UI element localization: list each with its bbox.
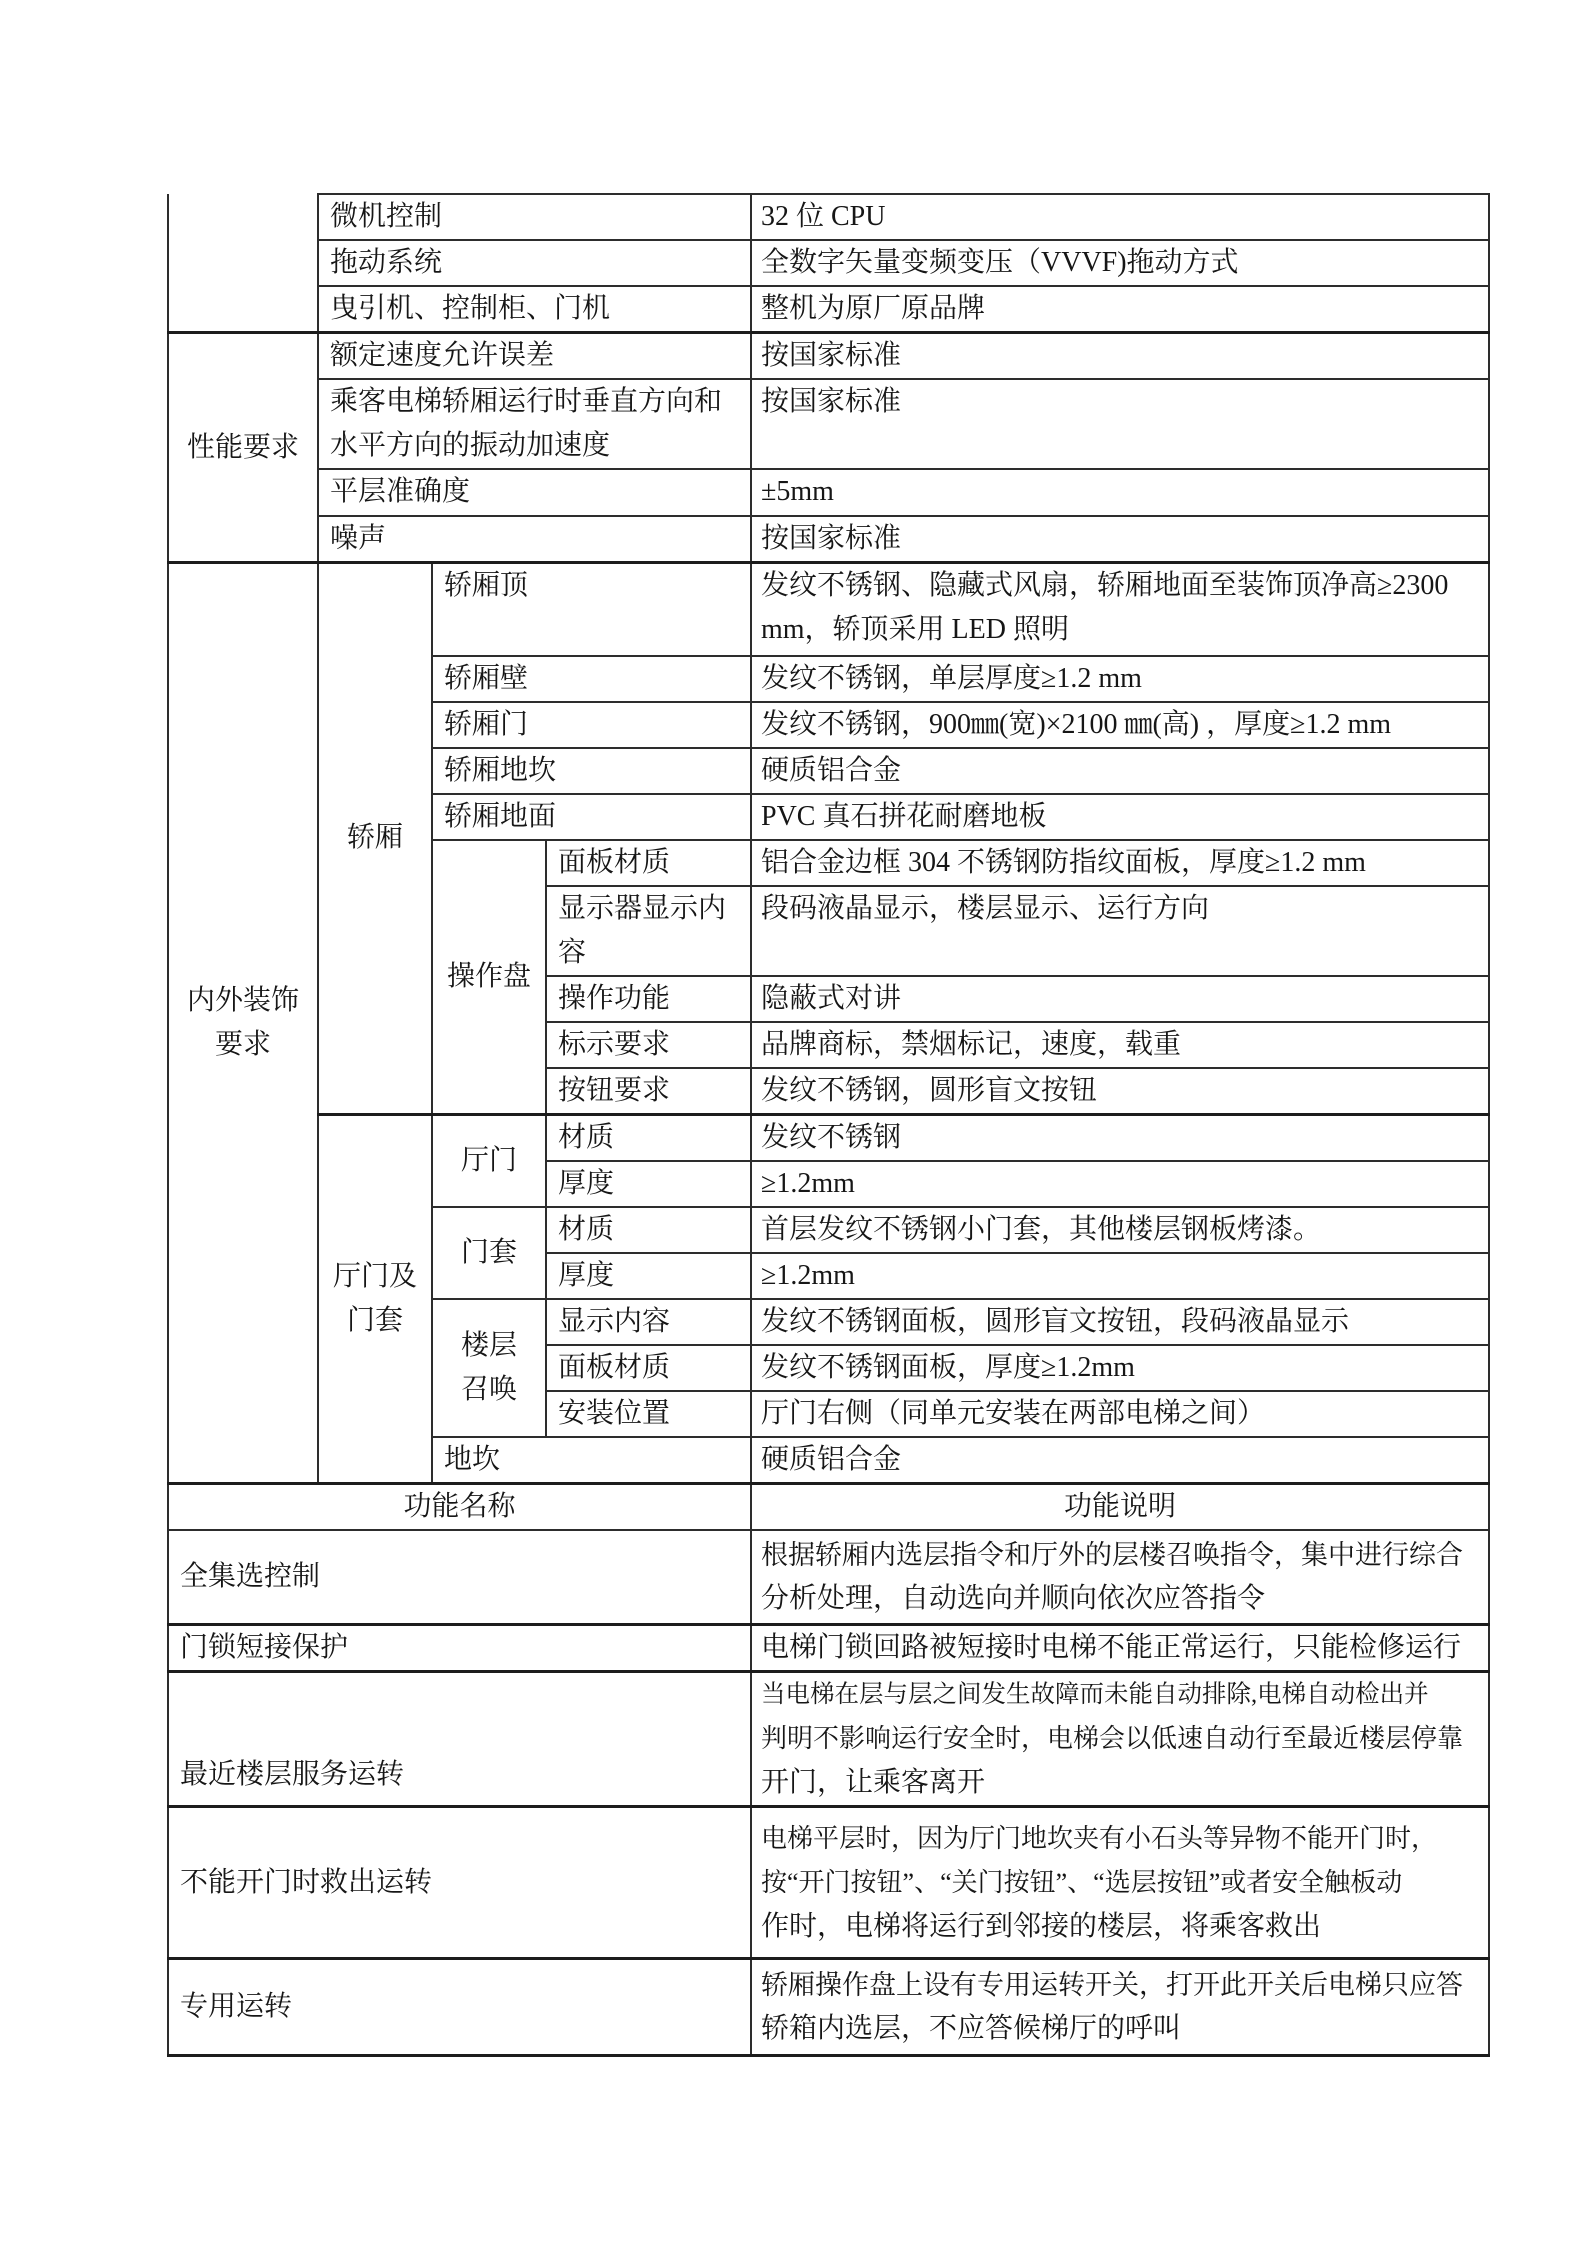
drive-system-label: 拖动系统 — [318, 240, 751, 286]
text-line: 召唤 — [460, 1373, 517, 1405]
landing-sill-label: 地坎 — [432, 1437, 751, 1484]
text-line: 当电梯在层与层之间发生故障而未能自动排除,电梯自动检出并 — [761, 1681, 1429, 1708]
function-door-lock-short-protection-desc: 电梯门锁回路被短接时电梯不能正常运行，只能检修运行 — [751, 1625, 1489, 1672]
group-label-hall-call — [432, 1299, 546, 1437]
text-line: 楼层 — [460, 1329, 517, 1361]
car-ceiling-value — [751, 563, 1489, 656]
continued-group-cell — [168, 194, 318, 333]
group-label-door-jamb: 门套 — [432, 1207, 546, 1299]
jamb-material-value: 首层发纹不锈钢小门套，其他楼层钢板烤漆。 — [751, 1207, 1489, 1253]
noise-value: 按国家标准 — [751, 516, 1489, 563]
function-nearest-floor-service-name: 最近楼层服务运转 — [168, 1672, 751, 1807]
hall-door-thickness-label: 厚度 — [546, 1161, 751, 1207]
microcomputer-control-label: 微机控制 — [318, 194, 751, 240]
hall-door-material-value: 发纹不锈钢 — [751, 1114, 1489, 1161]
function-full-collective-control-desc — [751, 1530, 1489, 1625]
text-line: 开门，让乘客离开 — [761, 1767, 986, 1798]
group-label-performance: 性能要求 — [168, 333, 318, 563]
car-floor-label: 轿厢地面 — [432, 794, 751, 840]
vibration-acceleration-value: 按国家标准 — [751, 379, 1489, 469]
leveling-accuracy-label: 平层准确度 — [318, 469, 751, 516]
function-rescue-operation-name: 不能开门时救出运转 — [168, 1807, 751, 1959]
microcomputer-control-value: 32 位 CPU — [751, 194, 1489, 240]
leveling-accuracy-value: ±5mm — [751, 469, 1489, 516]
display-content-value: 段码液晶显示，楼层显示、运行方向 — [751, 886, 1489, 976]
group-label-hall-door-and-jamb — [318, 1114, 432, 1483]
header-function-name: 功能名称 — [168, 1483, 751, 1530]
hall-call-panel-material-value: 发纹不锈钢面板，厚度≥1.2mm — [751, 1345, 1489, 1391]
text-line: 根据轿厢内选层指令和厅外的层楼召唤指令，集中进行综合 — [761, 1539, 1463, 1570]
hall-call-position-value: 厅门右侧（同单元安装在两部电梯之间） — [751, 1391, 1489, 1437]
hall-door-material-label: 材质 — [546, 1114, 751, 1161]
header-function-desc: 功能说明 — [751, 1483, 1489, 1530]
function-dedicated-operation-desc — [751, 1959, 1489, 2056]
text-line: 按“开门按钮”、“关门按钮”、“选层按钮”或者安全触板动 — [761, 1867, 1403, 1897]
hall-call-panel-material-label: 面板材质 — [546, 1345, 751, 1391]
noise-label: 噪声 — [318, 516, 751, 563]
jamb-thickness-label: 厚度 — [546, 1253, 751, 1299]
text-line: 发纹不锈钢、隐藏式风扇，轿厢地面至装饰顶净高≥2300 — [761, 570, 1449, 601]
landing-sill-value: 硬质铝合金 — [751, 1437, 1489, 1484]
group-label-control-panel: 操作盘 — [432, 840, 546, 1115]
jamb-thickness-value: ≥1.2mm — [751, 1253, 1489, 1299]
button-requirement-label: 按钮要求 — [546, 1068, 751, 1115]
marking-requirement-label: 标示要求 — [546, 1022, 751, 1068]
traction-machine-label: 曳引机、控制柜、门机 — [318, 286, 751, 333]
operation-function-label: 操作功能 — [546, 976, 751, 1022]
function-nearest-floor-service-desc — [751, 1672, 1489, 1807]
car-wall-value: 发纹不锈钢，单层厚度≥1.2 mm — [751, 656, 1489, 702]
drive-system-value: 全数字矢量变频变压（VVVF)拖动方式 — [751, 240, 1489, 286]
hall-call-display-label: 显示内容 — [546, 1299, 751, 1345]
text-line: 分析处理，自动选向并顺向依次应答指令 — [761, 1582, 1266, 1614]
function-full-collective-control-name: 全集选控制 — [168, 1530, 751, 1625]
operation-function-value: 隐蔽式对讲 — [751, 976, 1489, 1022]
group-label-hall-door: 厅门 — [432, 1114, 546, 1207]
text-line: 厅门及 — [332, 1260, 417, 1292]
text-line: 轿厢操作盘上设有专用运转开关，打开此开关后电梯只应答 — [761, 1970, 1463, 2000]
text-line: 要求 — [214, 1028, 271, 1060]
button-requirement-value: 发纹不锈钢，圆形盲文按钮 — [751, 1068, 1489, 1115]
display-content-label — [546, 886, 751, 976]
car-door-label: 轿厢门 — [432, 702, 751, 748]
text-line: 乘客电梯轿厢运行时垂直方向和 — [330, 386, 723, 417]
car-wall-label: 轿厢壁 — [432, 656, 751, 702]
text-line: 判明不影响运行安全时，电梯会以低速自动行至最近楼层停靠 — [761, 1724, 1464, 1753]
car-floor-value: PVC 真石拼花耐磨地板 — [751, 794, 1489, 840]
text-line: 显示器显示内 — [558, 892, 727, 924]
hall-door-thickness-value: ≥1.2mm — [751, 1161, 1489, 1207]
traction-machine-value: 整机为原厂原品牌 — [751, 286, 1489, 333]
panel-material-value: 铝合金边框 304 不锈钢防指纹面板，厚度≥1.2 mm — [751, 840, 1489, 886]
jamb-material-label: 材质 — [546, 1207, 751, 1253]
rated-speed-tolerance-label: 额定速度允许误差 — [318, 333, 751, 380]
car-ceiling-label: 轿厢顶 — [432, 563, 751, 656]
elevator-spec-table — [167, 193, 1490, 2057]
car-sill-label: 轿厢地坎 — [432, 748, 751, 794]
text-line: 内外装饰 — [186, 984, 299, 1016]
marking-requirement-value: 品牌商标，禁烟标记，速度，载重 — [751, 1022, 1489, 1068]
hall-call-display-value: 发纹不锈钢面板，圆形盲文按钮，段码液晶显示 — [751, 1299, 1489, 1345]
function-rescue-operation-desc — [751, 1807, 1489, 1959]
group-label-car: 轿厢 — [318, 563, 432, 1115]
text-line: 门套 — [346, 1304, 403, 1336]
group-label-decoration — [168, 563, 318, 1484]
text-line: 容 — [558, 936, 587, 968]
panel-material-label: 面板材质 — [546, 840, 751, 886]
rated-speed-tolerance-value: 按国家标准 — [751, 333, 1489, 380]
function-dedicated-operation-name: 专用运转 — [168, 1959, 751, 2056]
function-door-lock-short-protection-name: 门锁短接保护 — [168, 1625, 751, 1672]
car-sill-value: 硬质铝合金 — [751, 748, 1489, 794]
vibration-acceleration-label — [318, 379, 751, 469]
text-line: 电梯平层时，因为厅门地坎夹有小石头等异物不能开门时， — [761, 1823, 1438, 1853]
text-line: mm，轿顶采用 LED 照明 — [761, 614, 1069, 645]
hall-call-position-label: 安装位置 — [546, 1391, 751, 1437]
text-line: 轿箱内选层，不应答候梯厅的呼叫 — [761, 2013, 1182, 2044]
text-line: 水平方向的振动加速度 — [330, 430, 611, 461]
car-door-value: 发纹不锈钢，900㎜(宽)×2100 ㎜(高) ，厚度≥1.2 mm — [751, 702, 1489, 748]
text-line: 作时，电梯将运行到邻接的楼层，将乘客救出 — [761, 1910, 1322, 1942]
